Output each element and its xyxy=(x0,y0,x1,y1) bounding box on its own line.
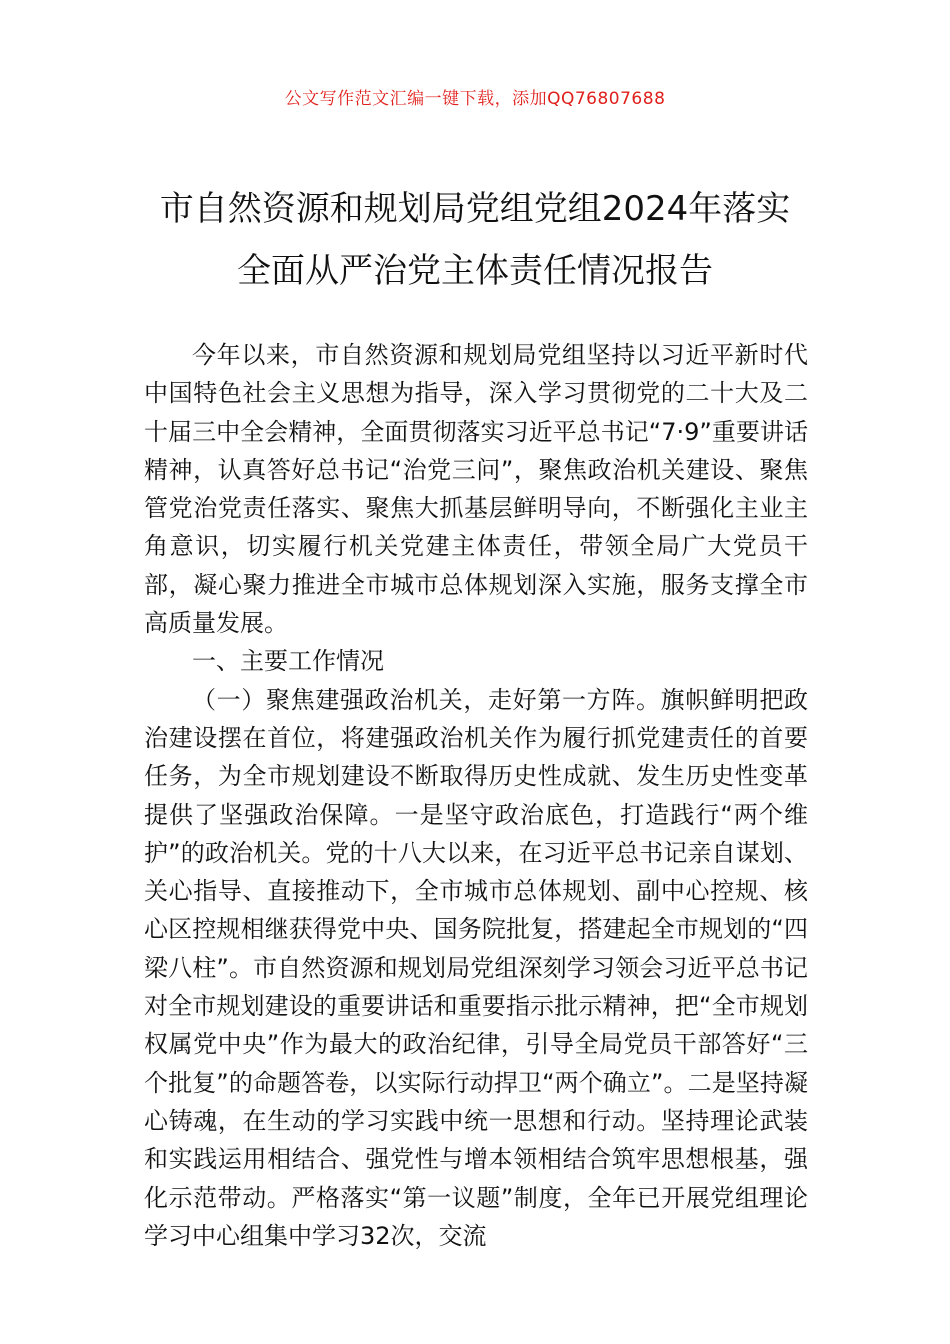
title-line-2: 全面从严治党主体责任情况报告 xyxy=(237,251,713,291)
intro-paragraph: 今年以来，市自然资源和规划局党组坚持以习近平新时代中国特色社会主义思想为指导，深入学习贯彻党的二十大及二十届三中全会精神，全面贯彻落实习近平总书记“7·9”重要讲话精神，认真答好总书记“治党三问”，聚焦政治机关建设、聚焦管党治党责任落实、聚焦大抓基层鲜明导向，不断强化主业主角意识，切实履行机关党建主体责任，带领全局广大党员干部，凝心聚力推进全市城市总体规划深入实施，服务支撑全市高质量发展。 xyxy=(144,341,808,638)
subsection-paragraph-1: （一）聚焦建强政治机关，走好第一方阵。旗帜鲜明把政治建设摆在首位，将建强政治机关作为履行抓党建责任的首要任务，为全市规划建设不断取得历史性成就、发生历史性变革提供了坚强政治保障。一是坚守政治底色，打造践行“两个维护”的政治机关。党的十八大以来，在习近平总书记亲自谋划、关心指导、直接推动下，全市城市总体规划、副中心控规、核心区控规相继获得党中央、国务院批复，搭建起全市规划的“四梁八柱”。市自然资源和规划局党组深刻学习领会习近平总书记对全市规划建设的重要讲话和重要指示批示精神，把“全市规划权属党中央”作为最大的政治纪律，引导全局党员干部答好“三个批复”的命题答卷，以实际行动捍卫“两个确立”。二是坚持凝心铸魂，在生动的学习实践中统一思想和行动。坚持理论武装和实践运用相结合、强党性与增本领相结合筑牢思想根基，强化示范带动。严格落实“第一议题”制度，全年已开展党组理论学习中心组集中学习32次，交流 xyxy=(144,685,808,1250)
title-line-1: 市自然资源和规划局党组党组2024年落实 xyxy=(159,189,791,229)
report-body xyxy=(144,336,808,1255)
report-title xyxy=(120,178,830,302)
download-promo-note: 公文写作范文汇编一键下载，添加QQ76807688 xyxy=(284,89,666,109)
section-heading-main-work: 一、主要工作情况 xyxy=(192,647,384,676)
